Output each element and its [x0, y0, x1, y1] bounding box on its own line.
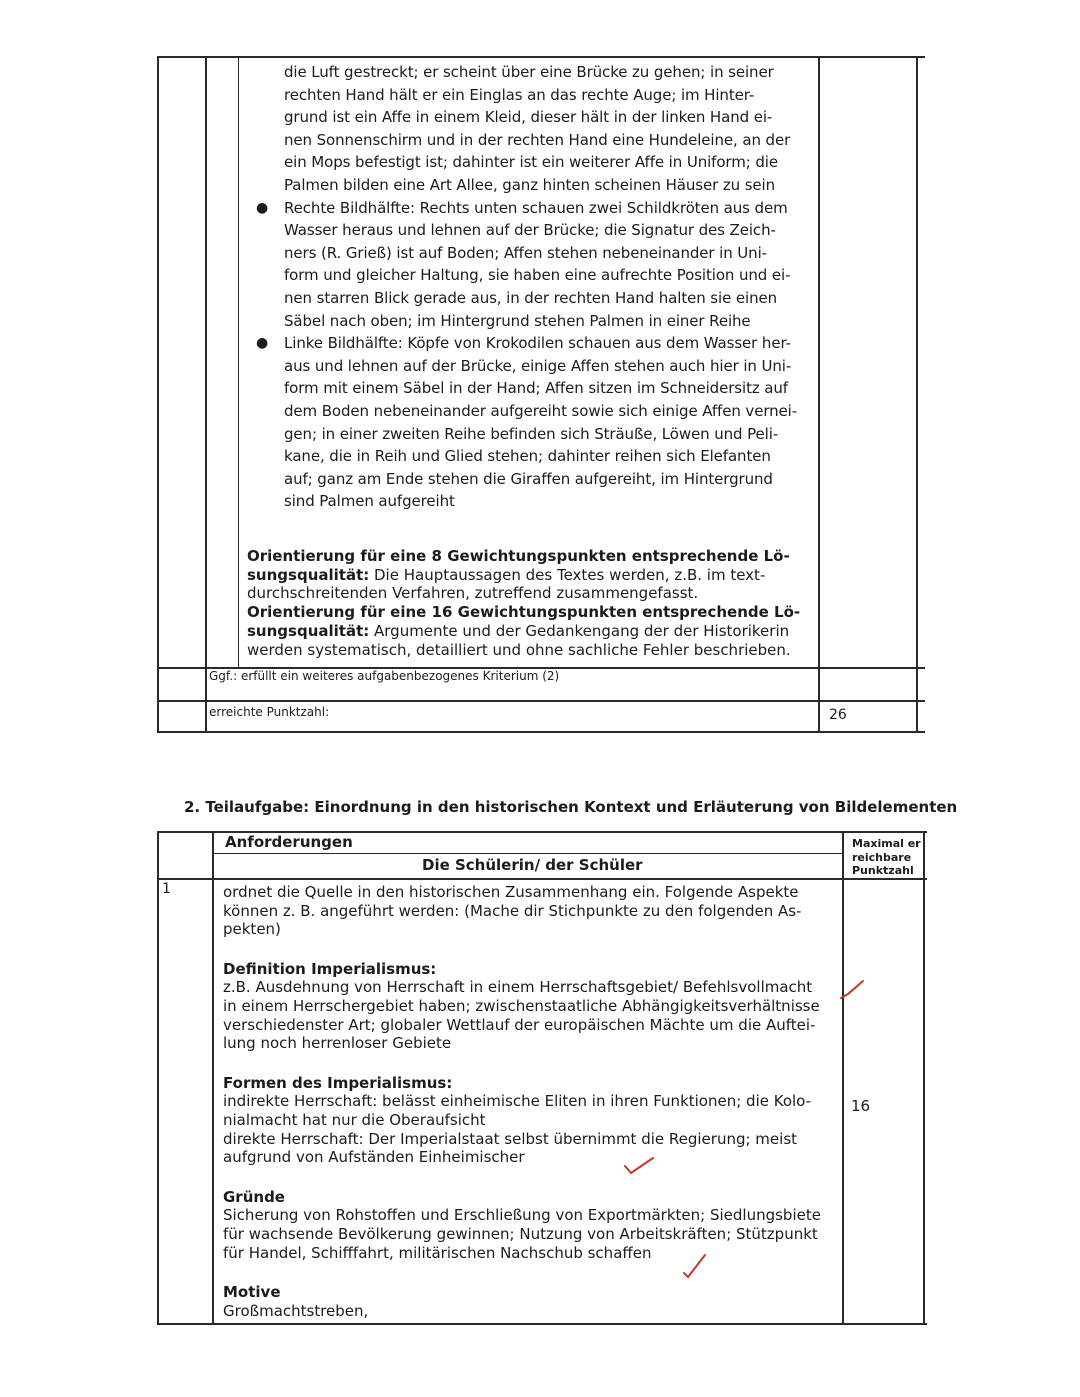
section-line: in einem Herrschergebiet haben; zwischenstaatliche Abhängigkeitsverhältnisse: [223, 996, 820, 1015]
table2-points-col-right: [923, 831, 925, 1325]
text-line: die Luft gestreckt; er scheint über eine Brücke zu gehen; in seiner: [284, 63, 774, 81]
section-title: Formen des Imperialismus:: [223, 1073, 453, 1092]
part2-heading: 2. Teilaufgabe: Einordnung in den historischen Kontext und Erläuterung von Bildelementen: [184, 798, 958, 816]
table1-col-divider-inner: [238, 56, 239, 668]
text-line: dem Boden nebeneinander aufgereiht sowie sich einige Affen vernei-: [284, 401, 798, 420]
section-line: verschiedenster Art; globaler Wettlauf der europäischen Mächte um die Auftei-: [223, 1015, 816, 1034]
section-title: Definition Imperialismus:: [223, 959, 437, 978]
section-line: Sicherung von Rohstoffen und Erschließung von Exportmärkten; Siedlungsbiete: [223, 1206, 821, 1225]
table2-col-divider: [212, 831, 214, 1325]
bullet-icon: ●: [256, 199, 269, 216]
checkmark-icon: [621, 1154, 657, 1178]
table2-header-bottom: [157, 878, 927, 880]
orientation-label: Orientierung für eine 16 Gewichtungspunkten entsprechende Lö-: [247, 603, 801, 622]
table2-bottom-rule: [157, 1323, 927, 1325]
orientation-text: werden systematisch, detailliert und ohne sachliche Fehler beschrieben.: [247, 640, 791, 659]
text-line: Linke Bildhälfte: Köpfe von Krokodilen schauen aus dem Wasser her- ●: [284, 332, 819, 355]
checkmark-icon: [680, 1251, 710, 1281]
text-line: Säbel nach oben; im Hintergrund stehen Palmen in einer Reihe: [284, 311, 751, 330]
table1-bottom-rule: [157, 731, 925, 733]
orientation-text: durchschreitenden Verfahren, zutreffend zusammengefasst.: [247, 584, 699, 603]
col-student: Die Schülerin/ der Schüler: [422, 856, 643, 874]
col-requirements: Anforderungen: [225, 833, 353, 851]
section-line: indirekte Herrschaft: belässt einheimische Eliten in ihren Funktionen; die Kolo-: [223, 1092, 812, 1111]
extra-criterion: Ggf.: erfüllt ein weiteres aufgabenbezogenes Kriterium (2): [209, 669, 560, 683]
table1-row-rule: [157, 700, 925, 702]
section-line: aufgrund von Aufständen Einheimischer: [223, 1148, 525, 1167]
row-points: 16: [851, 1097, 871, 1115]
orientation-line: [247, 566, 817, 585]
text-line: rechten Hand hält er ein Einglas an das rechte Auge; im Hinter-: [284, 85, 755, 104]
orientation-line: [247, 584, 817, 603]
intro-line: ordnet die Quelle in den historischen Zusammenhang ein. Folgende Aspekte: [223, 883, 799, 901]
text-line: nen Sonnenschirm und in der rechten Hand eine Hundeleine, an der: [284, 130, 791, 149]
orientation-line: [247, 641, 817, 660]
table1-top-rule: [157, 56, 925, 58]
intro-line: können z. B. angeführt werden: (Mache dir Stichpunkte zu den folgenden As-: [223, 901, 802, 920]
orientation-criteria: [247, 547, 817, 659]
table2-left-border: [157, 831, 159, 1325]
section-title: Gründe: [223, 1187, 285, 1206]
bullet-icon: ●: [256, 335, 269, 352]
section-line: lung noch herrenloser Gebiete: [223, 1034, 452, 1053]
orientation-label: sungsqualität:: [247, 621, 370, 640]
text-line: ein Mops befestigt ist; dahinter ist ein weiterer Affe in Uniform; die: [284, 153, 778, 172]
table1-score-col-right: [916, 56, 918, 732]
table2-header-rule: [213, 853, 843, 854]
checkmark-icon: [838, 978, 866, 1004]
orientation-label: sungsqualität:: [247, 565, 370, 584]
text-line: auf; ganz am Ende stehen die Giraffen aufgereiht, im Hintergrund: [284, 469, 773, 488]
row-number: 1: [162, 881, 171, 897]
section-line: für wachsende Bevölkerung gewinnen; Nutzung von Arbeitskräften; Stützpunkt: [223, 1224, 818, 1243]
text-line: form und gleicher Haltung, sie haben eine aufrechte Position und ei-: [284, 266, 791, 285]
picture-description: [256, 61, 819, 513]
orientation-label: Orientierung für eine 8 Gewichtungspunkten entsprechende Lö-: [247, 547, 790, 565]
section-line: z.B. Ausdehnung von Herrschaft in einem Herrschaftsgebiet/ Befehlsvollmacht: [223, 978, 813, 997]
text-line: ners (R. Grieß) ist auf Boden; Affen stehen nebeneinander in Uni-: [284, 243, 767, 262]
col-max-points: Maximal er reichbare Punktzahl: [852, 837, 921, 877]
section-line: Großmachtstreben,: [223, 1301, 369, 1320]
score-label: erreichte Punktzahl:: [209, 705, 330, 719]
text-line: kane, die in Reih und Glied stehen; dahinter reihen sich Elefanten: [284, 447, 771, 466]
text-line: Palmen bilden eine Art Allee, ganz hinten scheinen Häuser zu sein: [284, 175, 776, 194]
score-value: 26: [829, 707, 847, 723]
section-line: direkte Herrschaft: Der Imperialstaat selbst übernimmt die Regierung; meist: [223, 1129, 798, 1148]
table1-left-border: [157, 56, 159, 732]
section-line: für Handel, Schifffahrt, militärischen Nachschub schaffen: [223, 1243, 652, 1262]
text-line: sind Palmen aufgereiht: [284, 492, 455, 511]
orientation-line: [247, 603, 817, 622]
intro-line: pekten): [223, 920, 281, 939]
section-title: Motive: [223, 1283, 281, 1302]
text-line: Wasser heraus und lehnen auf der Brücke; die Signatur des Zeich-: [284, 221, 776, 240]
orientation-text: Argumente und der Gedankengang der der Historikerin: [369, 621, 790, 640]
orientation-line: [247, 622, 817, 641]
section-line: nialmacht hat nur die Oberaufsicht: [223, 1110, 486, 1129]
context-requirements: [223, 883, 843, 1320]
orientation-text: Die Hauptaussagen des Textes werden, z.B. im text-: [369, 565, 766, 584]
text-line: nen starren Blick gerade aus, in der rechten Hand halten sie einen: [284, 288, 778, 307]
text-line: Rechte Bildhälfte: Rechts unten schauen zwei Schildkröten aus dem ●: [284, 197, 819, 220]
text-line: gen; in einer zweiten Reihe befinden sich Sträuße, Löwen und Peli-: [284, 424, 779, 443]
table1-col-divider: [205, 56, 207, 732]
text-line: aus und lehnen auf der Brücke, einige Affen stehen auch hier in Uni-: [284, 356, 792, 375]
orientation-line: [247, 547, 817, 566]
text-line: grund ist ein Affe in einem Kleid, dieser hält in der linken Hand ei-: [284, 108, 773, 127]
text-line: form mit einem Säbel in der Hand; Affen sitzen im Schneidersitz auf: [284, 379, 788, 398]
